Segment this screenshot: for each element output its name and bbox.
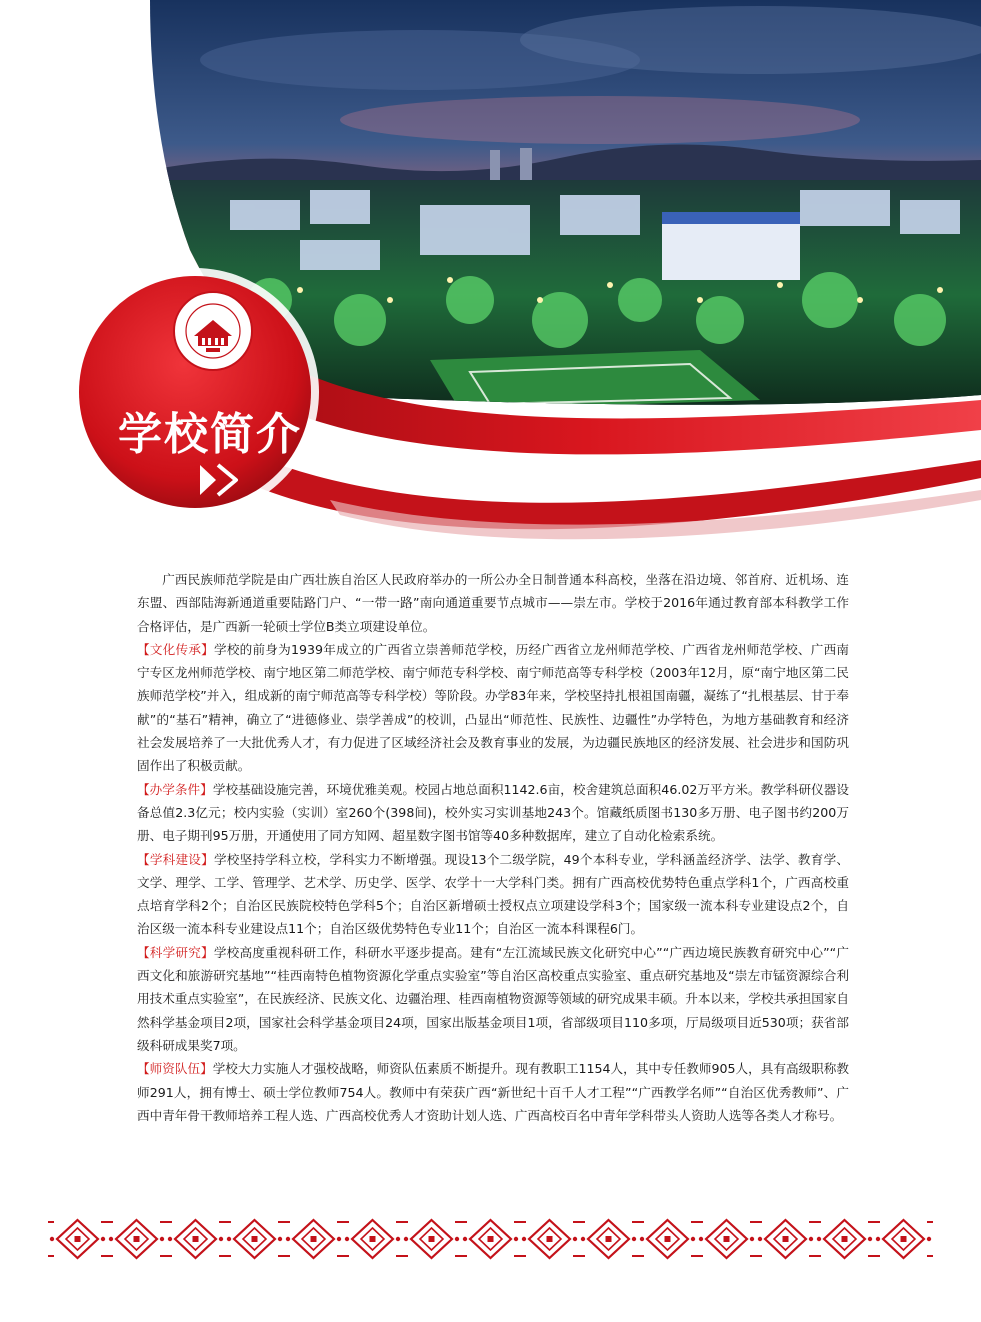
brocade-border-pattern	[48, 1216, 933, 1262]
section-research	[137, 941, 849, 1057]
section-text: 学校高度重视科研工作，科研水平逐步提高。建有“左江流域民族文化研究中心”“广西边境民族教育研究中心”“广西文化和旅游研究基地”“桂西南特色植物资源化学重点实验室”等自治区高校重点实验室、重点研究基地及“崇左市锰资源综合利用技术重点实验室”，在民族经济、民族文化、边疆治理、桂西南植物资源等领域的研究成果丰硕。升本以来，学校共承担国家自然科学基金项目2项，国家社会科学基金项目24项，国家出版基金项目1项，省部级项目110多项，厅局级项目近530项；获省部级科研成果奖7项。	[137, 944, 850, 1053]
intro-text-body	[137, 568, 849, 1127]
page-title: 学校简介	[118, 409, 302, 460]
section-faculty	[137, 1057, 849, 1127]
section-text: 学校大力实施人才强校战略，师资队伍素质不断提升。现有教职工1154人，其中专任教师905人，具有高级职称教师291人，拥有博士、硕士学位教师754人。教师中有荣获广西“新世纪十百千人才工程”“广西教学名师”“自治区优秀教师”、广西中青年骨干教师培养工程人选、广西高校优秀人才资助计划人选、广西高校百名中青年学科带头人资助人选等各类人才称号。	[137, 1061, 850, 1123]
double-chevron-right-icon	[196, 462, 240, 498]
section-tag: 【学科建设】	[137, 851, 214, 867]
section-disciplines	[137, 848, 849, 941]
section-culture	[137, 638, 849, 778]
intro-paragraph: 广西民族师范学院是由广西壮族自治区人民政府举办的一所公办全日制普通本科高校，坐落在沿边境、邻首府、近机场、连东盟、西部陆海新通道重要陆路门户、“一带一路”南向通道重要节点城市——崇左市。学校于2016年通过教育部本科教学工作合格评估，是广西新一轮硕士学位B类立项建设单位。	[137, 572, 849, 634]
section-tag: 【文化传承】	[137, 641, 214, 657]
section-conditions	[137, 778, 849, 848]
section-text: 学校坚持学科立校，学科实力不断增强。现设13个二级学院，49个本科专业，学科涵盖经济学、法学、教育学、文学、理学、工学、管理学、艺术学、历史学、医学、农学十一大学科门类。拥有广西高校优势特色重点学科1个，广西高校重点培育学科2个；自治区民族院校特色学科5个；自治区新增硕士授权点立项建设学科3个；国家级一流本科专业建设点2个，自治区级一流本科专业建设点11个；自治区级优势特色专业11个；自治区一流本科课程6门。	[137, 851, 849, 937]
section-tag: 【科学研究】	[137, 944, 214, 960]
header-area	[0, 0, 981, 560]
section-tag: 【办学条件】	[137, 781, 213, 797]
university-emblem-logo	[172, 290, 254, 372]
section-tag: 【师资队伍】	[137, 1061, 213, 1077]
section-text: 学校的前身为1939年成立的广西省立崇善师范学校，历经广西省立龙州师范学校、广西省龙州师范学校、广西南宁专区龙州师范学校、南宁地区第二师范学校、南宁师范专科学校、南宁师范高等专科学校（2003年12月，原“南宁地区第二民族师范学校”并入，组成新的南宁师范高等专科学校）等阶段。办学83年来，学校坚持扎根祖国南疆，凝练了“扎根基层、甘于奉献”的“基石”精神，确立了“进德修业、崇学善成”的校训，凸显出“师范性、民族性、边疆性”办学特色，为地方基础教育和经济社会发展培养了一大批优秀人才，有力促进了区域经济社会及教育事业的发展，为边疆民族地区的经济发展、社会进步和国防巩固作出了积极贡献。	[137, 641, 849, 774]
section-text: 学校基础设施完善，环境优雅美观。校园占地总面积1142.6亩，校舍建筑总面积46.02万平方米。教学科研仪器设备总值2.3亿元；校内实验（实训）室260个(398间)，校外实习实训基地243个。馆藏纸质图书130多万册、电子图书约200万册、电子期刊95万册，开通使用了同方知网、超星数字图书馆等40多种数据库，建立了自动化检索系统。	[137, 781, 850, 844]
campus-photo-banner	[0, 0, 981, 560]
